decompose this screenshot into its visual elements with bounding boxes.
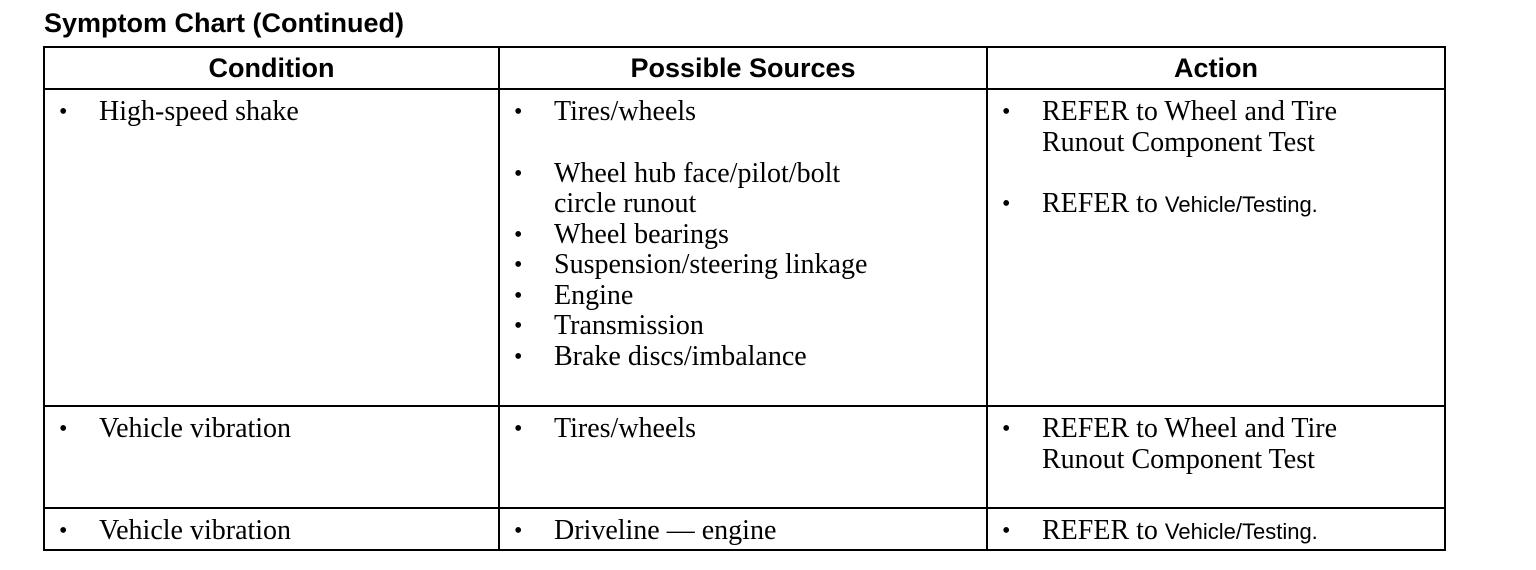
- bullet-icon: •: [514, 313, 523, 339]
- source-item: • Wheel hub face/pilot/bolt: [514, 157, 841, 189]
- bullet-icon: •: [1002, 416, 1011, 442]
- header-action: Action: [987, 47, 1445, 89]
- bullet-icon: •: [514, 518, 523, 544]
- action-item-continuation: Runout Component Test: [1042, 126, 1315, 158]
- action-item: • REFER to Vehicle/Testing.: [1002, 188, 1318, 219]
- bullet-icon: •: [514, 252, 523, 278]
- condition-item: • Vehicle vibration: [59, 515, 292, 546]
- sources-cell: [499, 508, 987, 550]
- action-item-continuation: Runout Component Test: [1042, 443, 1315, 475]
- header-possible-sources: Possible Sources: [499, 47, 987, 89]
- header-condition: Condition: [44, 47, 499, 89]
- bullet-icon: •: [514, 99, 523, 125]
- source-item: • Tires/wheels: [514, 413, 697, 444]
- bullet-icon: •: [59, 518, 68, 544]
- condition-item: • High-speed shake: [59, 96, 299, 127]
- action-item: • REFER to Wheel and Tire: [1002, 96, 1338, 127]
- action-cell: [987, 406, 1445, 508]
- vehicle-testing-reference[interactable]: Vehicle/Testing.: [1164, 519, 1318, 544]
- action-item: • REFER to Vehicle/Testing.: [1002, 515, 1318, 546]
- sources-cell: [499, 89, 987, 406]
- table-header-row: [44, 47, 1445, 89]
- bullet-icon: •: [514, 282, 523, 309]
- bullet-icon: •: [514, 160, 523, 187]
- condition-cell: [44, 406, 499, 508]
- table-row: [44, 89, 1445, 406]
- table-row: [44, 406, 1445, 508]
- chart-title: Symptom Chart (Continued): [44, 8, 404, 38]
- sources-cell: [499, 406, 987, 508]
- table-row: [44, 508, 1445, 550]
- source-item: • Transmission: [514, 310, 704, 341]
- condition-item: • Vehicle vibration: [59, 413, 292, 444]
- bullet-icon: •: [1002, 518, 1011, 544]
- action-cell: [987, 89, 1445, 406]
- source-item: • Tires/wheels: [514, 96, 697, 127]
- condition-cell: [44, 89, 499, 406]
- bullet-icon: •: [1002, 99, 1011, 125]
- action-cell: [987, 508, 1445, 550]
- bullet-icon: •: [514, 343, 523, 370]
- source-item: • Wheel bearings: [514, 218, 729, 250]
- condition-cell: [44, 508, 499, 550]
- source-item: • Brake discs/imbalance: [514, 340, 807, 372]
- source-item: • Driveline — engine: [514, 515, 777, 546]
- bullet-icon: •: [59, 416, 68, 442]
- bullet-icon: •: [514, 416, 523, 442]
- source-item: • Suspension/steering linkage: [514, 249, 868, 280]
- source-item-continuation: circle runout: [554, 188, 697, 219]
- bullet-icon: •: [514, 221, 523, 248]
- symptom-chart-table: [43, 46, 1446, 551]
- bullet-icon: •: [59, 99, 68, 125]
- vehicle-testing-reference[interactable]: Vehicle/Testing.: [1164, 192, 1318, 217]
- bullet-icon: •: [1002, 191, 1011, 217]
- action-item: • REFER to Wheel and Tire: [1002, 413, 1338, 444]
- source-item: • Engine: [514, 279, 634, 311]
